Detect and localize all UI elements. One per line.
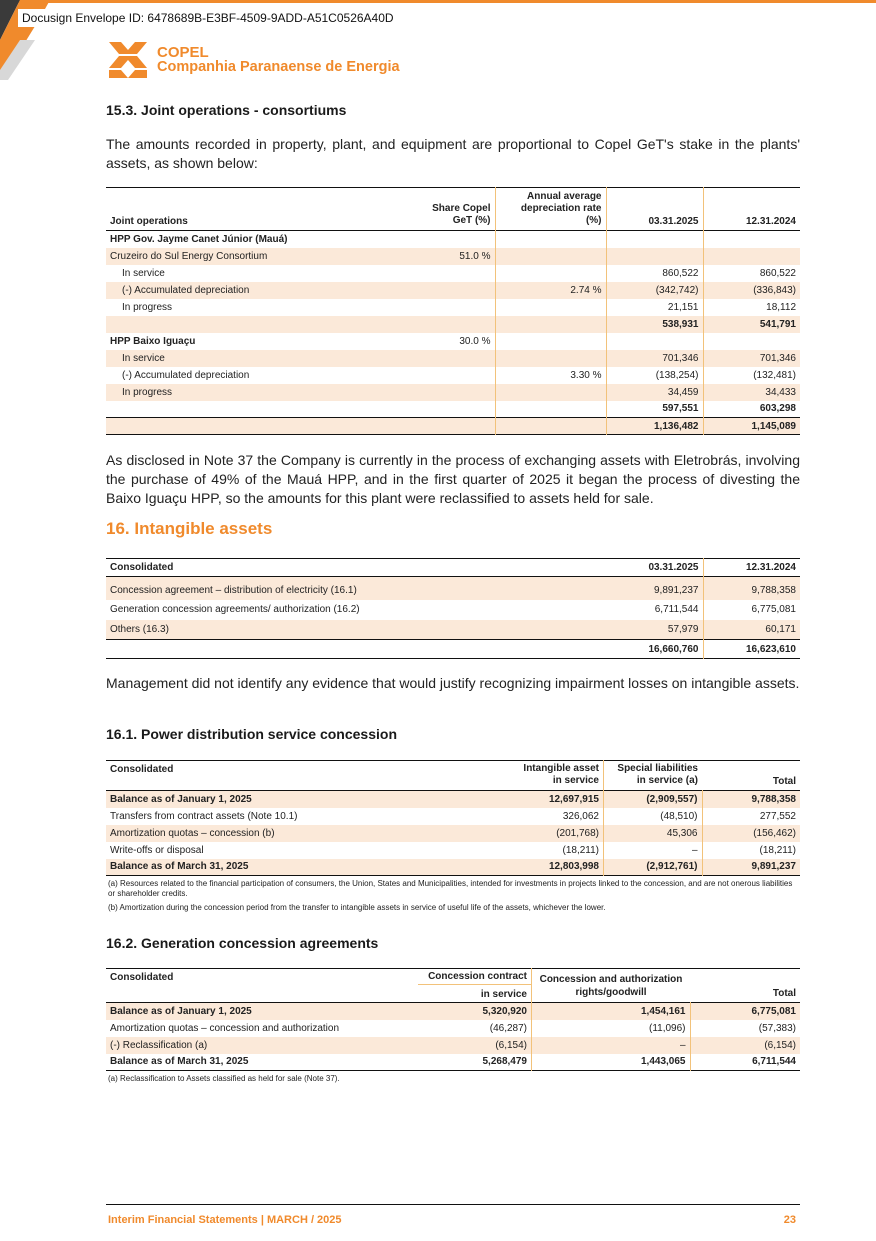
section-16-title: 16. Intangible assets	[106, 519, 273, 538]
footnote-b: (b) Amortization during the concession period from the transfer to intangible assets in service of useful life of the assets, whichever the lower.	[108, 903, 606, 912]
generation-concession-table	[106, 968, 800, 1084]
logo-name: COPEL	[157, 44, 209, 61]
distribution-concession-table	[106, 760, 800, 913]
table-row: HPP Gov. Jayme Canet Júnior (Mauá)	[106, 231, 800, 248]
col-date-2024: 12.31.2024	[703, 559, 800, 577]
table-row: In service 701,346 701,346	[106, 350, 800, 367]
copel-logo	[107, 40, 400, 80]
section-15-3-intro: The amounts recorded in property, plant, and equipment are proportional to Copel GeT's stake in the plants' assets, as shown below:	[106, 136, 800, 171]
total-row: Balance as of March 31, 2025 12,803,998 (2,912,761) 9,891,237	[106, 859, 800, 876]
table-row: In progress 34,459 34,433	[106, 384, 800, 401]
footnote-a: (a) Resources related to the financial participation of consumers, the Union, States and Municipalities, intended for investments in projects linked to the concession, and are not onerous liabilities or shareholder credits.	[108, 879, 793, 898]
intangible-assets-table	[106, 558, 800, 659]
subtotal-row: 538,931 541,791	[106, 316, 800, 333]
footer-title: Interim Financial Statements | MARCH / 2025	[108, 1214, 342, 1226]
col-consolidated: Consolidated	[110, 972, 174, 983]
docusign-envelope-id: Docusign Envelope ID: 6478689B-E3BF-4509-9ADD-A51C0526A40D	[18, 9, 398, 27]
col-consolidated: Consolidated	[110, 764, 174, 775]
col-date-2025: 03.31.2025	[606, 188, 703, 231]
table-row: (-) Reclassification (a) (6,154) – (6,154)	[106, 1037, 800, 1054]
table-row: Transfers from contract assets (Note 10.1) 326,062 (48,510) 277,552	[106, 808, 800, 825]
col-date-2025: 03.31.2025	[648, 562, 699, 573]
table-row: HPP Baixo Iguaçu 30.0 %	[106, 333, 800, 350]
footer-divider	[106, 1204, 800, 1205]
col-total: Total	[772, 776, 796, 787]
table-row: Balance as of January 1, 2025 5,320,920 1,454,161 6,775,081	[106, 1003, 800, 1020]
section-16-2-title: 16.2. Generation concession agreements	[106, 935, 379, 951]
col-concession-contract: Concession contract in service	[414, 969, 532, 1003]
table-row: Balance as of January 1, 2025 12,697,915 (2,909,557) 9,788,358	[106, 791, 800, 808]
table-row: Amortization quotas – concession (b) (201,768) 45,306 (156,462)	[106, 825, 800, 842]
col-authorization-rights: Concession and authorization rights/goodwill	[532, 969, 691, 1003]
col-consolidated: Consolidated	[110, 562, 174, 573]
top-accent-bar	[0, 0, 876, 3]
total-row: 16,660,760 16,623,610	[106, 640, 800, 659]
col-intangible-asset: Intangible asset in service	[523, 763, 599, 786]
col-depreciation-rate: Annual average depreciation rate (%)	[495, 188, 606, 231]
subtotal-row: 597,551 603,298	[106, 401, 800, 418]
total-row: 1,136,482 1,145,089	[106, 418, 800, 435]
table-row: (-) Accumulated depreciation 2.74 % (342,742) (336,843)	[106, 282, 800, 299]
col-share: Share Copel GeT (%)	[432, 203, 491, 226]
table-row: Generation concession agreements/ authorization (16.2) 6,711,544 6,775,081	[106, 600, 800, 620]
section-16-note: Management did not identify any evidence that would justify recognizing impairment losses on intangible assets.	[106, 675, 800, 691]
col-date-2024: 12.31.2024	[703, 188, 800, 231]
table-row: (-) Accumulated depreciation 3.30 % (138,254) (132,481)	[106, 367, 800, 384]
table-row: In progress 21,151 18,112	[106, 299, 800, 316]
table-row: Others (16.3) 57,979 60,171	[106, 620, 800, 640]
page-number: 23	[783, 1214, 796, 1226]
joint-operations-table	[106, 187, 800, 435]
table-row: In service 860,522 860,522	[106, 265, 800, 282]
logo-subtitle: Companhia Paranaense de Energia	[157, 59, 400, 75]
col-joint-operations: Joint operations	[110, 216, 188, 227]
col-total: Total	[772, 988, 796, 999]
col-special-liabilities: Special liabilities in service (a)	[604, 761, 703, 791]
copel-logo-icon	[107, 40, 149, 80]
section-15-3-title: 15.3. Joint operations - consortiums	[106, 102, 347, 118]
table-row: Write-offs or disposal (18,211) – (18,211)	[106, 842, 800, 859]
footnote-a: (a) Reclassification to Assets classified as held for sale (Note 37).	[108, 1074, 340, 1083]
section-15-3-note: As disclosed in Note 37 the Company is currently in the process of exchanging assets with Eletrobrás, involving the purchase of 49% of the Mauá HPP, and in the first quarter of 2025 it began the process of divesting the Baixo Iguaçu HPP, so the amounts for this plant were reclassified to assets held for sale.	[106, 452, 800, 506]
table-row: Cruzeiro do Sul Energy Consortium 51.0 %	[106, 248, 800, 265]
table-row: Amortization quotas – concession and authorization (46,287) (11,096) (57,383)	[106, 1020, 800, 1037]
table-row: Concession agreement – distribution of electricity (16.1) 9,891,237 9,788,358	[106, 582, 800, 600]
total-row: Balance as of March 31, 2025 5,268,479 1,443,065 6,711,544	[106, 1054, 800, 1071]
section-16-1-title: 16.1. Power distribution service concession	[106, 726, 397, 742]
